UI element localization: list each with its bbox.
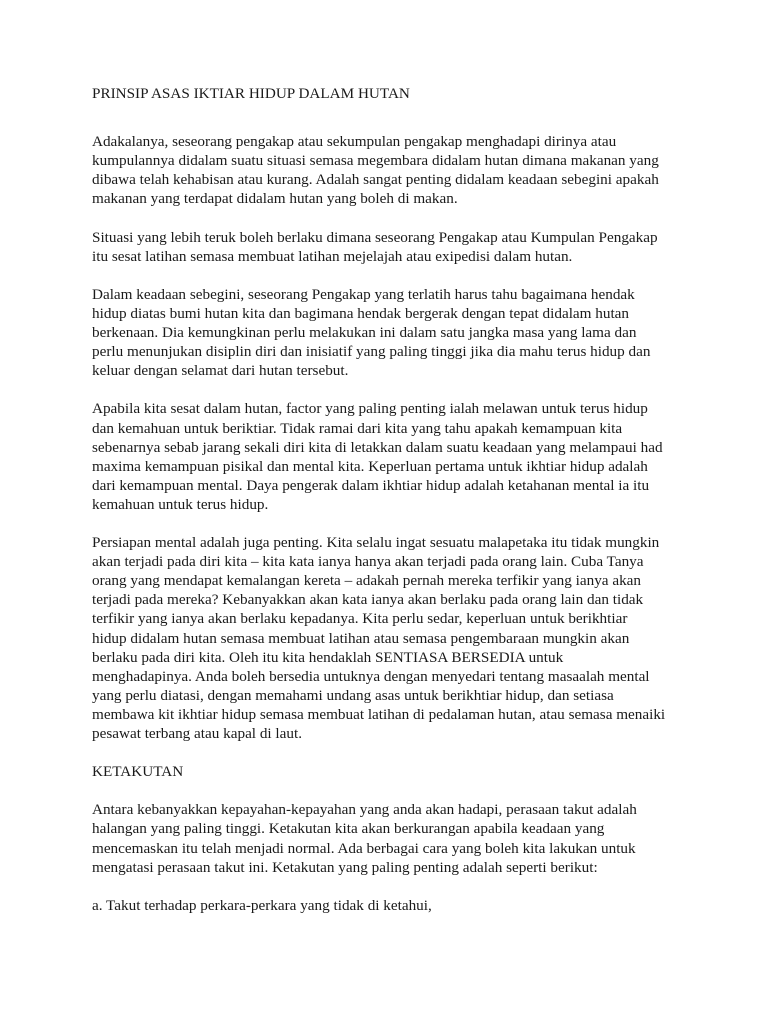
- paragraph-list: [92, 132, 684, 915]
- paragraph-line: yang perlu diatasi, dengan memahami undang asas untuk berikhtiar hidup, dan setiasa: [92, 686, 614, 704]
- paragraph-line: itu sesat latihan semasa membuat latihan mejelajah atau exipedisi dalam hutan.: [92, 247, 573, 265]
- paragraph-line: berlaku pada diri kita. Oleh itu kita hendaklah SENTIASA BERSEDIA untuk: [92, 648, 564, 666]
- document-title-block: [92, 84, 684, 103]
- paragraph-line: mencemaskan itu telah menjadi normal. Ada berbagai cara yang boleh kita lakukan untuk: [92, 839, 636, 857]
- paragraph: [92, 228, 684, 266]
- paragraph-line: maxima kemampuan pisikal dan mental kita. Keperluan pertama untuk ikhtiar hidup adalah: [92, 457, 648, 475]
- paragraph-line: Antara kebanyakkan kepayahan-kepayahan yang anda akan hadapi, perasaan takut adalah: [92, 801, 637, 819]
- paragraph-line: orang yang mendapat kemalangan kereta – adakah pernah mereka terfikir yang ianya akan: [92, 572, 642, 590]
- paragraph-line: keluar dengan selamat dari hutan tersebut.: [92, 362, 349, 380]
- paragraph: [92, 896, 684, 915]
- paragraph-line: kemahuan untuk terus hidup.: [92, 495, 269, 513]
- paragraph-line: makanan yang terdapat didalam hutan yang boleh di makan.: [92, 190, 458, 208]
- paragraph-line: sebenarnya sebab jarang sekali diri kita di letakkan dalam suatu keadaan yang melampaui had: [92, 438, 663, 456]
- paragraph-line: perlu menunjukan disiplin diri dan inisiatif yang paling tinggi jika dia mahu terus hidup dan: [92, 343, 651, 361]
- paragraph: [92, 399, 684, 514]
- paragraph-line: Adakalanya, seseorang pengakap atau sekumpulan pengakap menghadapi dirinya atau: [92, 133, 617, 151]
- paragraph: [92, 533, 684, 743]
- paragraph: [92, 285, 684, 380]
- paragraph-line: mengatasi perasaan takut ini. Ketakutan yang paling penting adalah seperti berikut:: [92, 858, 598, 876]
- paragraph-line: hidup didalam hutan semasa membuat latihan atau semasa pengembaraan mungkin akan: [92, 629, 630, 647]
- paragraph-line: Persiapan mental adalah juga penting. Kita selalu ingat sesuatu malapetaka itu tidak mungkin: [92, 534, 660, 552]
- paragraph-line: Apabila kita sesat dalam hutan, factor yang paling penting ialah melawan untuk terus hidup: [92, 400, 648, 418]
- paragraph: [92, 132, 684, 208]
- paragraph-line: membawa kit ikhtiar hidup semasa membuat latihan di pedalaman hutan, atau semasa menaiki: [92, 705, 666, 723]
- paragraph-line: dan kemahuan untuk beriktiar. Tidak ramai dari kita yang tahu apakah kemampuan kita: [92, 419, 623, 437]
- paragraph-line: Dalam keadaan sebegini, seseorang Pengakap yang terlatih harus tahu bagaimana hendak: [92, 285, 635, 303]
- paragraph-line: pesawat terbang atau kapal di laut.: [92, 725, 303, 742]
- paragraph-line: Situasi yang lebih teruk boleh berlaku dimana seseorang Pengakap atau Kumpulan Pengakap: [92, 228, 658, 246]
- paragraph-line: terfikir yang ianya akan berlaku kepadanya. Kita perlu sedar, keperluan untuk berikhtiar: [92, 610, 628, 628]
- paragraph-line: berkenaan. Dia kemungkinan perlu melakukan ini dalam satu jangka masa yang lama dan: [92, 324, 637, 342]
- document-title: PRINSIP ASAS IKTIAR HIDUP DALAM HUTAN: [92, 85, 410, 102]
- paragraph-line: kumpulannya didalam suatu situasi semasa megembara didalam hutan dimana makanan yang: [92, 152, 659, 170]
- paragraph-line: halangan yang paling tinggi. Ketakutan kita akan berkurangan apabila keadaan yang: [92, 820, 605, 838]
- paragraph: [92, 800, 684, 876]
- paragraph-line: dari kemampuan mental. Daya pengerak dalam ikhtiar hidup adalah ketahanan mental ia itu: [92, 476, 650, 494]
- paragraph-line: menghadapinya. Anda boleh bersedia untuknya dengan menyedari tentang masaalah mental: [92, 667, 650, 685]
- paragraph: [92, 762, 684, 781]
- document-body: [92, 84, 684, 934]
- paragraph-line: akan terjadi pada diri kita – kita kata ianya hanya akan terjadi pada orang lain. Cuba Tanya: [92, 553, 644, 571]
- paragraph-line: dibawa telah kehabisan atau kurang. Adalah sangat penting didalam keadaan sebegini apakah: [92, 171, 659, 189]
- paragraph-line: terjadi pada mereka? Kebanyakkan akan kata ianya akan berlaku pada orang lain dan tidak: [92, 591, 644, 609]
- paragraph-line: hidup diatas bumi hutan kita dan bagimana hendak bergerak dengan tepat didalam hutan: [92, 304, 630, 322]
- paragraph-line: KETAKUTAN: [92, 763, 184, 781]
- paragraph-line: a. Takut terhadap perkara-perkara yang tidak di ketahui,: [92, 896, 432, 914]
